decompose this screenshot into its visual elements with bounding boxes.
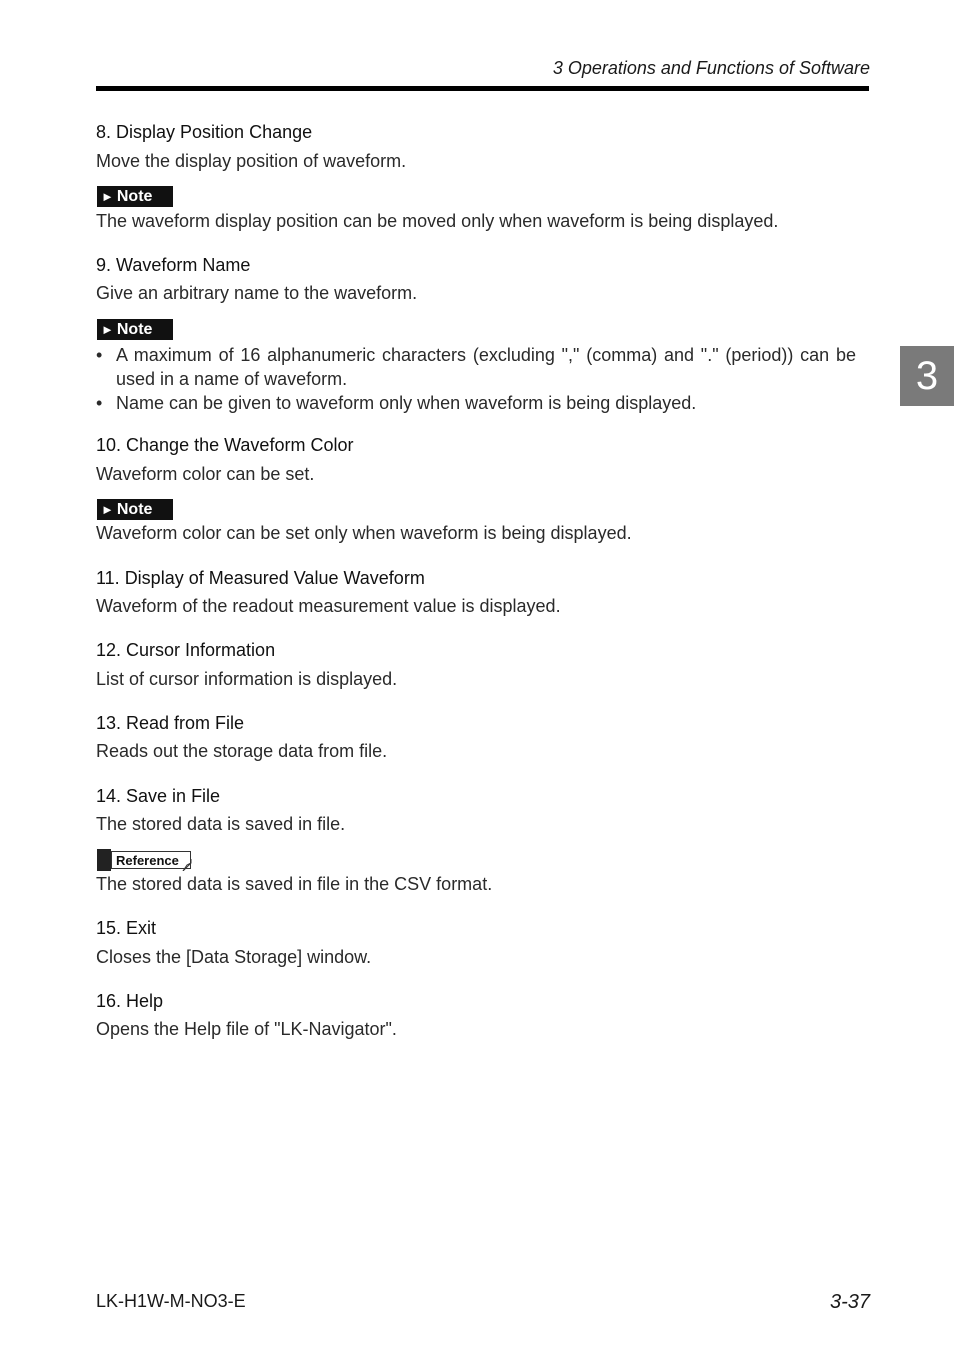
section-body: The stored data is saved in file. — [96, 814, 346, 834]
reference-label: Reference — [97, 849, 194, 871]
section-body: Opens the Help file of "LK-Navigator". — [96, 1019, 397, 1039]
reference-text: The stored data is saved in file in the CSV format. — [96, 874, 493, 894]
reference-block-icon — [97, 849, 111, 871]
note-bullet: • A maximum of 16 alphanumeric characters (excluding "," (comma) and "." (period)) can be used in a name of waveform. — [96, 345, 856, 389]
document-code: LK-H1W-M-NO3-E — [96, 1291, 246, 1311]
note-label: ► Note — [97, 499, 173, 520]
note-label: ► Note — [97, 186, 173, 207]
section-body: List of cursor information is displayed. — [96, 669, 398, 689]
running-header: 3 Operations and Functions of Software — [552, 58, 870, 78]
note-label: ► Note — [97, 319, 173, 340]
section-body: Reads out the storage data from file. — [96, 741, 388, 761]
header-rule — [96, 86, 869, 91]
triangle-right-icon: ► — [101, 322, 114, 337]
section-heading: 9. Waveform Name — [96, 255, 251, 275]
note-text: The waveform display position can be moved only when waveform is being displayed. — [96, 211, 779, 231]
section-heading: 8. Display Position Change — [96, 122, 313, 142]
bullet-icon: • — [96, 393, 103, 413]
triangle-right-icon: ► — [101, 189, 114, 204]
section-heading: 15. Exit — [96, 918, 157, 938]
section-body: Waveform of the readout measurement value is displayed. — [96, 596, 561, 616]
section-body: Waveform color can be set. — [96, 464, 315, 484]
section-body: Move the display position of waveform. — [96, 151, 407, 171]
section-body: Give an arbitrary name to the waveform. — [96, 283, 418, 303]
page-number: 3-37 — [829, 1291, 870, 1313]
section-heading: 12. Cursor Information — [96, 640, 276, 660]
section-heading: 11. Display of Measured Value Waveform — [96, 568, 425, 588]
page-corner-icon — [181, 859, 193, 871]
section-heading: 16. Help — [96, 991, 164, 1011]
chapter-tab: 3 — [900, 346, 954, 406]
section-heading: 14. Save in File — [96, 786, 221, 806]
section-heading: 13. Read from File — [96, 713, 245, 733]
note-bullet: • Name can be given to waveform only when waveform is being displayed. — [96, 393, 697, 413]
triangle-right-icon: ► — [101, 502, 114, 517]
note-text: Waveform color can be set only when waveform is being displayed. — [96, 523, 632, 543]
section-body: Closes the [Data Storage] window. — [96, 947, 372, 967]
section-heading: 10. Change the Waveform Color — [96, 435, 354, 455]
bullet-icon: • — [96, 345, 103, 365]
